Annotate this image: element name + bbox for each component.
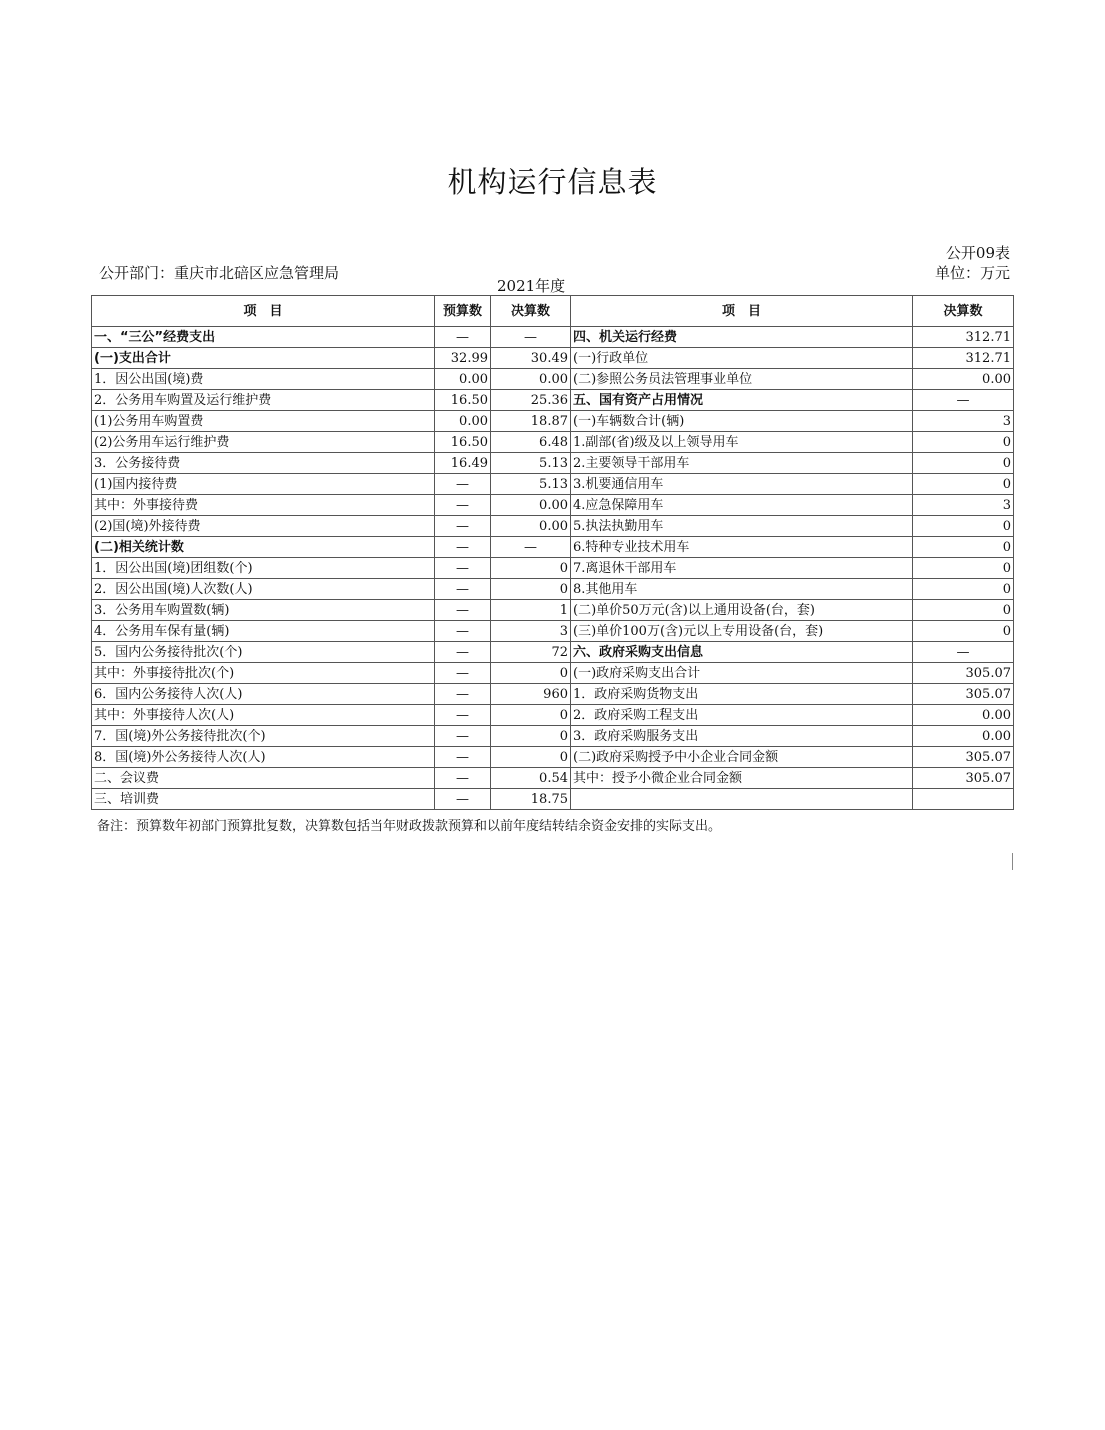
row-final-right-value: 0 bbox=[913, 453, 1014, 474]
row-item-right: 2．政府采购工程支出 bbox=[571, 705, 913, 726]
row-final-right-value bbox=[913, 789, 1014, 810]
row-final-value: 72 bbox=[491, 642, 571, 663]
row-item-left: 3．公务用车购置数(辆) bbox=[92, 600, 435, 621]
footnote: 备注：预算数年初部门预算批复数，决算数包括当年财政拨款预算和以前年度结转结余资金安排的实际支出。 bbox=[97, 819, 722, 834]
table-header-row bbox=[92, 296, 1014, 327]
row-final-right-value: 0 bbox=[913, 579, 1014, 600]
fiscal-year: 2021年度 bbox=[497, 277, 566, 295]
row-budget-value: — bbox=[435, 516, 491, 537]
row-item-left: (一)支出合计 bbox=[92, 348, 435, 369]
table-row bbox=[92, 789, 1014, 810]
row-final-right-value: 312.71 bbox=[913, 348, 1014, 369]
table-row bbox=[92, 516, 1014, 537]
table-row bbox=[92, 411, 1014, 432]
row-item-right: 7.离退休干部用车 bbox=[571, 558, 913, 579]
row-budget-value: — bbox=[435, 621, 491, 642]
row-budget-value: — bbox=[435, 558, 491, 579]
row-final-value: 1 bbox=[491, 600, 571, 621]
row-final-right-value: 0 bbox=[913, 621, 1014, 642]
row-final-right-value: 312.71 bbox=[913, 327, 1014, 348]
table-row bbox=[92, 369, 1014, 390]
row-item-right: 6.特种专业技术用车 bbox=[571, 537, 913, 558]
table-row bbox=[92, 537, 1014, 558]
row-final-value: 0 bbox=[491, 726, 571, 747]
row-item-right: (二)单价50万元(含)以上通用设备(台，套) bbox=[571, 600, 913, 621]
row-final-value: 0 bbox=[491, 705, 571, 726]
row-budget-value: — bbox=[435, 579, 491, 600]
row-item-right: 3.机要通信用车 bbox=[571, 474, 913, 495]
row-item-left: 2．因公出国(境)人次数(人) bbox=[92, 579, 435, 600]
table-row bbox=[92, 390, 1014, 411]
table-row bbox=[92, 558, 1014, 579]
department-label: 公开部门：重庆市北碚区应急管理局 bbox=[99, 264, 340, 282]
row-budget-value: — bbox=[435, 600, 491, 621]
row-item-right: (三)单价100万(含)元以上专用设备(台，套) bbox=[571, 621, 913, 642]
row-final-value: 0 bbox=[491, 747, 571, 768]
row-item-left: (2)公务用车运行维护费 bbox=[92, 432, 435, 453]
row-item-left: (1)公务用车购置费 bbox=[92, 411, 435, 432]
margin-mark bbox=[1012, 853, 1013, 870]
row-item-right: 四、机关运行经费 bbox=[571, 327, 913, 348]
row-final-value: 18.75 bbox=[491, 789, 571, 810]
table-row bbox=[92, 453, 1014, 474]
row-budget-value: — bbox=[435, 789, 491, 810]
row-item-left: 6．国内公务接待人次(人) bbox=[92, 684, 435, 705]
table-row bbox=[92, 642, 1014, 663]
row-item-right: 其中：授予小微企业合同金额 bbox=[571, 768, 913, 789]
row-budget-value: 0.00 bbox=[435, 411, 491, 432]
row-item-left: 4．公务用车保有量(辆) bbox=[92, 621, 435, 642]
table-row bbox=[92, 768, 1014, 789]
table-row bbox=[92, 327, 1014, 348]
row-item-left: 二、会议费 bbox=[92, 768, 435, 789]
row-final-right-value: 0 bbox=[913, 558, 1014, 579]
row-final-value: — bbox=[491, 327, 571, 348]
table-row bbox=[92, 495, 1014, 516]
row-item-right: (一)车辆数合计(辆) bbox=[571, 411, 913, 432]
table-row bbox=[92, 600, 1014, 621]
row-final-value: 5.13 bbox=[491, 474, 571, 495]
row-final-right-value: 305.07 bbox=[913, 747, 1014, 768]
row-final-right-value: 0 bbox=[913, 516, 1014, 537]
row-final-value: 0 bbox=[491, 558, 571, 579]
table-row bbox=[92, 705, 1014, 726]
row-final-right-value: 0.00 bbox=[913, 369, 1014, 390]
row-item-left: 三、培训费 bbox=[92, 789, 435, 810]
row-final-right-value: 0 bbox=[913, 432, 1014, 453]
row-item-right: (二)政府采购授予中小企业合同金额 bbox=[571, 747, 913, 768]
row-item-left: 1．因公出国(境)团组数(个) bbox=[92, 558, 435, 579]
header-budget: 预算数 bbox=[435, 296, 491, 327]
row-item-right: 3．政府采购服务支出 bbox=[571, 726, 913, 747]
header-item-right: 项 目 bbox=[571, 296, 913, 327]
row-item-right: (二)参照公务员法管理事业单位 bbox=[571, 369, 913, 390]
row-item-left: (2)国(境)外接待费 bbox=[92, 516, 435, 537]
row-final-value: 0 bbox=[491, 579, 571, 600]
row-item-left: (二)相关统计数 bbox=[92, 537, 435, 558]
row-final-value: 18.87 bbox=[491, 411, 571, 432]
table-body bbox=[92, 327, 1014, 810]
row-final-value: 30.49 bbox=[491, 348, 571, 369]
row-item-right: (一)行政单位 bbox=[571, 348, 913, 369]
row-final-right-value: 0.00 bbox=[913, 726, 1014, 747]
row-budget-value: — bbox=[435, 537, 491, 558]
row-final-value: — bbox=[491, 537, 571, 558]
row-final-value: 0 bbox=[491, 663, 571, 684]
table-row bbox=[92, 726, 1014, 747]
row-final-right-value: — bbox=[913, 390, 1014, 411]
row-item-left: 3．公务接待费 bbox=[92, 453, 435, 474]
row-final-right-value: 0 bbox=[913, 474, 1014, 495]
row-final-value: 0.00 bbox=[491, 495, 571, 516]
row-final-right-value: 305.07 bbox=[913, 768, 1014, 789]
row-budget-value: — bbox=[435, 726, 491, 747]
page-title: 机构运行信息表 bbox=[447, 165, 658, 199]
row-final-value: 3 bbox=[491, 621, 571, 642]
row-item-left: 1．因公出国(境)费 bbox=[92, 369, 435, 390]
row-item-right: 1.副部(省)级及以上领导用车 bbox=[571, 432, 913, 453]
row-budget-value: — bbox=[435, 747, 491, 768]
row-item-right: 8.其他用车 bbox=[571, 579, 913, 600]
form-number: 公开09表 bbox=[945, 244, 1010, 262]
row-item-right: 4.应急保障用车 bbox=[571, 495, 913, 516]
row-item-left: 8．国(境)外公务接待人次(人) bbox=[92, 747, 435, 768]
row-final-right-value: 305.07 bbox=[913, 684, 1014, 705]
row-item-left: 一、“三公”经费支出 bbox=[92, 327, 435, 348]
row-item-left: 7．国(境)外公务接待批次(个) bbox=[92, 726, 435, 747]
row-final-value: 960 bbox=[491, 684, 571, 705]
row-budget-value: — bbox=[435, 327, 491, 348]
row-budget-value: — bbox=[435, 684, 491, 705]
row-budget-value: 16.50 bbox=[435, 432, 491, 453]
row-item-right bbox=[571, 789, 913, 810]
row-final-value: 25.36 bbox=[491, 390, 571, 411]
header-item: 项 目 bbox=[92, 296, 435, 327]
row-budget-value: — bbox=[435, 663, 491, 684]
row-budget-value: — bbox=[435, 495, 491, 516]
row-item-left: 其中：外事接待费 bbox=[92, 495, 435, 516]
row-item-right: 1．政府采购货物支出 bbox=[571, 684, 913, 705]
row-final-right-value: 0 bbox=[913, 600, 1014, 621]
row-item-left: 其中：外事接待人次(人) bbox=[92, 705, 435, 726]
row-budget-value: 0.00 bbox=[435, 369, 491, 390]
row-budget-value: 16.50 bbox=[435, 390, 491, 411]
row-item-left: 5．国内公务接待批次(个) bbox=[92, 642, 435, 663]
row-item-right: 五、国有资产占用情况 bbox=[571, 390, 913, 411]
row-budget-value: — bbox=[435, 705, 491, 726]
table-row bbox=[92, 432, 1014, 453]
row-final-right-value: 3 bbox=[913, 495, 1014, 516]
row-item-right: 六、政府采购支出信息 bbox=[571, 642, 913, 663]
row-final-value: 0.00 bbox=[491, 369, 571, 390]
row-budget-value: — bbox=[435, 768, 491, 789]
row-final-right-value: 3 bbox=[913, 411, 1014, 432]
table-row bbox=[92, 684, 1014, 705]
row-item-right: 2.主要领导干部用车 bbox=[571, 453, 913, 474]
row-item-left: (1)国内接待费 bbox=[92, 474, 435, 495]
row-final-right-value: 0 bbox=[913, 537, 1014, 558]
table-row bbox=[92, 348, 1014, 369]
row-final-value: 0.54 bbox=[491, 768, 571, 789]
table-row bbox=[92, 621, 1014, 642]
row-item-left: 2．公务用车购置及运行维护费 bbox=[92, 390, 435, 411]
row-item-right: (一)政府采购支出合计 bbox=[571, 663, 913, 684]
row-final-right-value: 305.07 bbox=[913, 663, 1014, 684]
row-final-right-value: 0.00 bbox=[913, 705, 1014, 726]
table-row bbox=[92, 663, 1014, 684]
table-row bbox=[92, 579, 1014, 600]
row-budget-value: — bbox=[435, 474, 491, 495]
row-budget-value: 32.99 bbox=[435, 348, 491, 369]
table-row bbox=[92, 474, 1014, 495]
row-budget-value: 16.49 bbox=[435, 453, 491, 474]
row-final-value: 0.00 bbox=[491, 516, 571, 537]
row-budget-value: — bbox=[435, 642, 491, 663]
header-final: 决算数 bbox=[491, 296, 571, 327]
header-final-right: 决算数 bbox=[913, 296, 1014, 327]
row-final-value: 6.48 bbox=[491, 432, 571, 453]
table-row bbox=[92, 747, 1014, 768]
row-final-right-value: — bbox=[913, 642, 1014, 663]
info-table bbox=[91, 295, 1014, 810]
unit-label: 单位：万元 bbox=[934, 264, 1010, 282]
row-item-left: 其中：外事接待批次(个) bbox=[92, 663, 435, 684]
row-final-value: 5.13 bbox=[491, 453, 571, 474]
row-item-right: 5.执法执勤用车 bbox=[571, 516, 913, 537]
